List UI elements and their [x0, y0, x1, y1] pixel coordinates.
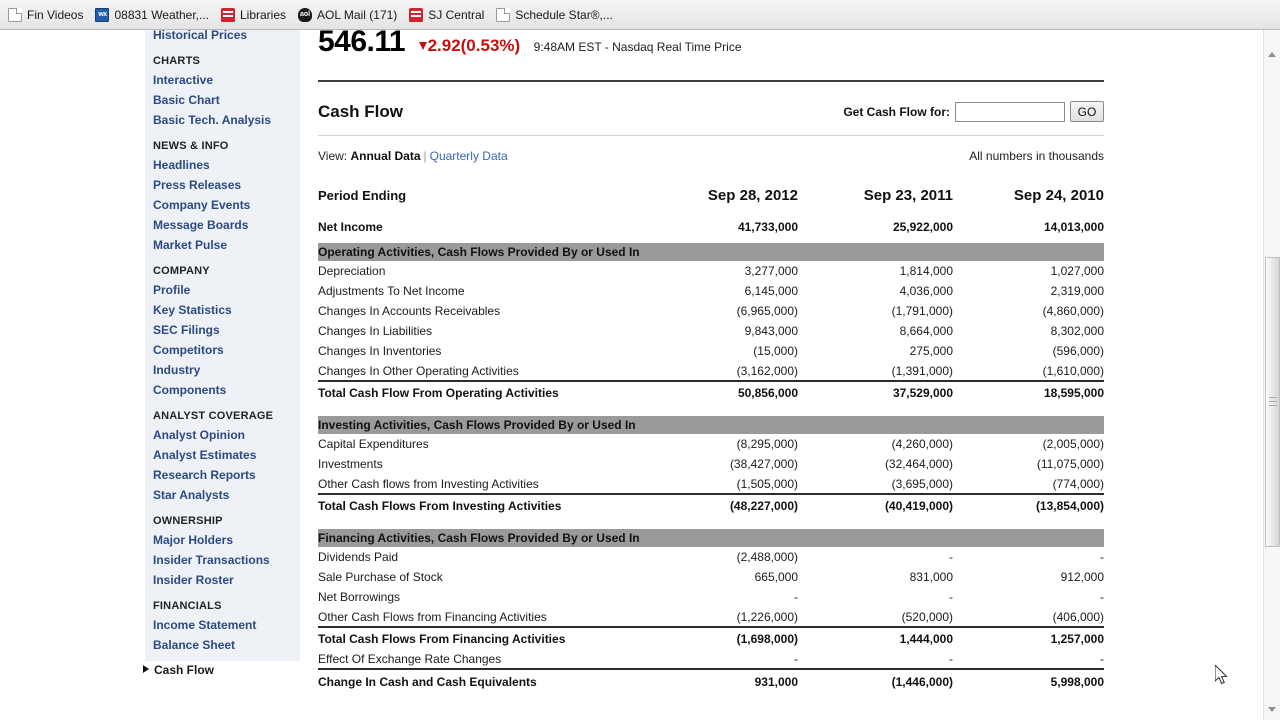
row-value: Sep 24, 2010: [1013, 187, 1104, 204]
section-total-row: [318, 627, 1104, 649]
sidebar-groups: [153, 45, 300, 655]
row-value: (1,446,000): [798, 669, 953, 693]
arrow-down-icon: [419, 42, 427, 50]
sidebar-item-major-holders[interactable]: Major Holders: [153, 533, 234, 547]
sidebar-item-components[interactable]: Components: [153, 383, 227, 397]
row-label: Changes In Accounts Receivables: [318, 304, 501, 318]
page-scrollbar[interactable]: [1263, 30, 1280, 720]
row-label: Total Cash Flows From Investing Activities: [318, 494, 638, 516]
row-value: (48,227,000): [638, 494, 798, 516]
row-value: 8,664,000: [899, 324, 953, 338]
view-separator: |: [423, 149, 427, 163]
row-label: Period Ending: [318, 188, 407, 203]
row-value: 275,000: [909, 344, 953, 358]
row-value: (1,391,000): [891, 363, 953, 378]
bookmark-label: Schedule Star®,...: [515, 7, 613, 22]
sidebar-item-message-boards[interactable]: Message Boards: [153, 218, 249, 232]
table-row: [318, 587, 1104, 607]
bookmark-item[interactable]: [4, 6, 91, 24]
row-value: (3,162,000): [736, 363, 798, 378]
row-value: 41,733,000: [737, 220, 798, 234]
bookmark-item[interactable]: [217, 6, 294, 24]
row-value: 5,998,000: [953, 669, 1104, 693]
sidebar-item-sec-filings[interactable]: SEC Filings: [153, 323, 220, 337]
section-heading: Investing Activities, Cash Flows Provided By or Used In: [318, 416, 1104, 434]
sidebar-current-label: Cash Flow: [154, 663, 215, 677]
section-total-row: [318, 494, 1104, 516]
sidebar-item-analyst-estimates[interactable]: Analyst Estimates: [153, 448, 257, 462]
bookmark-label: Fin Videos: [27, 7, 84, 22]
get-cash-flow-label: Get Cash Flow for:: [843, 104, 950, 119]
row-value: 2,319,000: [1050, 284, 1104, 298]
page-viewport: [0, 30, 1280, 720]
scrollbar-grip-icon: [1269, 397, 1277, 407]
sidebar-item-press-releases[interactable]: Press Releases: [153, 178, 242, 192]
aol-icon: [298, 8, 312, 22]
bookmark-item[interactable]: [91, 6, 217, 24]
left-navigation-sidebar: [145, 30, 300, 661]
scrollbar-thumb[interactable]: [1265, 257, 1280, 547]
row-value: (520,000): [901, 609, 953, 624]
row-value: -: [949, 651, 953, 666]
view-label: View:: [318, 149, 348, 163]
row-label: Change In Cash and Cash Equivalents: [318, 669, 638, 693]
table-row: [318, 361, 1104, 381]
sidebar-item-research-reports[interactable]: Research Reports: [153, 468, 256, 482]
page-title: Cash Flow: [318, 102, 404, 121]
quote-change-value: 2.92(0.53%): [427, 36, 521, 55]
row-value: -: [1100, 590, 1104, 604]
table-row: [318, 261, 1104, 281]
sidebar-item-key-statistics[interactable]: Key Statistics: [153, 303, 232, 317]
bookmark-label: 08831 Weather,...: [114, 7, 209, 22]
row-label: Net Borrowings: [318, 590, 401, 604]
sidebar-item-company-events[interactable]: Company Events: [153, 198, 251, 212]
row-value: -: [1100, 550, 1104, 564]
row-value: (4,860,000): [1042, 304, 1104, 318]
sidebar-item-analyst-opinion[interactable]: Analyst Opinion: [153, 428, 246, 442]
sidebar-item-industry[interactable]: Industry: [153, 363, 201, 377]
row-value: (2,005,000): [1042, 437, 1104, 451]
library-icon: [409, 8, 423, 22]
cash-flow-header: [318, 98, 1104, 138]
row-value: -: [949, 550, 953, 564]
row-value: (1,226,000): [736, 609, 798, 624]
row-label: Effect Of Exchange Rate Changes: [318, 651, 502, 666]
row-value: 831,000: [909, 570, 953, 584]
row-label: Investments: [318, 457, 383, 471]
row-value: (11,075,000): [1036, 457, 1104, 471]
sidebar-item-cash-flow-current[interactable]: [138, 663, 308, 677]
header-divider: [318, 135, 1104, 136]
spacer-row: [318, 516, 1104, 529]
row-value: 931,000: [638, 669, 798, 693]
row-value: (8,295,000): [736, 437, 798, 451]
row-label: Depreciation: [318, 264, 386, 278]
row-value: (1,505,000): [736, 476, 798, 491]
sidebar-heading: COMPANY: [153, 265, 210, 277]
row-label: Other Cash flows from Investing Activities: [318, 476, 539, 491]
row-value: 18,595,000: [953, 381, 1104, 403]
triangle-right-icon: [143, 665, 149, 673]
ticker-search-input[interactable]: [955, 102, 1065, 122]
section-heading-row: [318, 416, 1104, 434]
library-icon: [221, 8, 235, 22]
row-value: 912,000: [1060, 570, 1104, 584]
row-label: Changes In Other Operating Activities: [318, 363, 519, 378]
row-value: 3,277,000: [744, 264, 798, 278]
sidebar-item-basic-tech-analysis[interactable]: Basic Tech. Analysis: [153, 113, 272, 127]
row-value: 1,027,000: [1050, 264, 1104, 278]
effect-of-exchange-rate-row: [318, 649, 1104, 669]
row-value: (1,698,000): [638, 627, 798, 649]
row-value: (3,695,000): [891, 476, 953, 491]
row-label: Net Income: [318, 220, 383, 234]
row-value: 25,922,000: [892, 220, 953, 234]
row-label: Changes In Inventories: [318, 344, 442, 358]
sidebar-item-insider-roster[interactable]: Insider Roster: [153, 573, 234, 587]
sidebar-item-historical-prices[interactable]: Historical Prices: [153, 30, 248, 42]
sidebar-heading: CHARTS: [153, 55, 201, 67]
row-label: Total Cash Flows From Financing Activities: [318, 627, 638, 649]
sidebar-item-income-statement[interactable]: Income Statement: [153, 618, 257, 632]
row-value: 14,013,000: [1043, 220, 1104, 234]
row-value: Sep 28, 2012: [707, 187, 798, 204]
sidebar-item-headlines[interactable]: Headlines: [153, 158, 210, 172]
sidebar-item-interactive[interactable]: Interactive: [153, 73, 214, 87]
table-row: [318, 547, 1104, 567]
document-icon: [496, 8, 510, 22]
sidebar-item-market-pulse[interactable]: Market Pulse: [153, 238, 228, 252]
quote-change: [419, 36, 521, 56]
row-label: Adjustments To Net Income: [318, 284, 465, 298]
row-value: (2,488,000): [736, 550, 798, 564]
stock-quote: [318, 30, 1104, 59]
weather-icon: wx: [95, 8, 109, 22]
row-label: Dividends Paid: [318, 550, 399, 564]
row-label: Sale Purchase of Stock: [318, 570, 443, 584]
bookmark-label: Libraries: [240, 7, 287, 22]
table-row: [318, 607, 1104, 627]
section-heading-row: [318, 529, 1104, 547]
bookmark-item[interactable]: [492, 6, 621, 24]
row-label: Other Cash Flows from Financing Activities: [318, 609, 547, 624]
sidebar-heading: NEWS & INFO: [153, 140, 229, 152]
row-value: (1,791,000): [891, 304, 953, 318]
view-toggle-row: [318, 149, 1104, 163]
row-value: 1,814,000: [899, 264, 953, 278]
row-value: (13,854,000): [953, 494, 1104, 516]
bookmark-item[interactable]: [294, 6, 405, 24]
row-value: (1,610,000): [1042, 363, 1104, 378]
sidebar-item-balance-sheet[interactable]: Balance Sheet: [153, 638, 236, 652]
cash-flow-table-body: [318, 180, 1104, 693]
table-header-row: [318, 180, 1104, 211]
row-value: (6,965,000): [736, 304, 798, 318]
sidebar-item-competitors[interactable]: Competitors: [153, 343, 224, 357]
section-heading-row: [318, 243, 1104, 261]
change-in-cash-row: [318, 669, 1104, 693]
table-row: [318, 567, 1104, 587]
row-value: 9,843,000: [744, 324, 798, 338]
row-value: (40,419,000): [798, 494, 953, 516]
sidebar-heading: ANALYST COVERAGE: [153, 410, 274, 422]
row-value: (38,427,000): [729, 457, 798, 471]
section-total-row: [318, 381, 1104, 403]
browser-bookmarks-bar: [0, 0, 1280, 30]
quote-divider: [318, 80, 1104, 82]
spacer-row: [318, 403, 1104, 416]
quote-price: 546.11: [318, 30, 406, 58]
row-value: 8,302,000: [1050, 324, 1104, 338]
row-value: -: [794, 590, 798, 604]
row-value: (596,000): [1052, 344, 1104, 358]
row-value: 37,529,000: [798, 381, 953, 403]
get-cash-flow-form: [843, 101, 1104, 122]
bookmark-item[interactable]: [405, 6, 492, 24]
bookmark-label: SJ Central: [428, 7, 485, 22]
view-quarterly-data[interactable]: Quarterly Data: [429, 149, 508, 163]
table-row: [318, 341, 1104, 361]
sidebar-item-profile[interactable]: Profile: [153, 283, 191, 297]
row-value: 50,856,000: [638, 381, 798, 403]
cash-flow-table: [318, 180, 1104, 693]
row-value: -: [949, 590, 953, 604]
row-value: 1,444,000: [798, 627, 953, 649]
row-label: Total Cash Flow From Operating Activities: [318, 381, 638, 403]
table-row: [318, 281, 1104, 301]
go-button[interactable]: GO: [1070, 101, 1104, 122]
row-value: 1,257,000: [953, 627, 1104, 649]
row-value: -: [794, 651, 798, 666]
scroll-up-arrow-icon[interactable]: [1264, 46, 1280, 63]
section-heading: Financing Activities, Cash Flows Provided By or Used In: [318, 529, 1104, 547]
view-annual-data[interactable]: Annual Data: [350, 149, 421, 163]
row-value: (774,000): [1052, 476, 1104, 491]
bookmark-label: AOL Mail (171): [317, 7, 398, 22]
sidebar-item-insider-transactions[interactable]: Insider Transactions: [153, 553, 270, 567]
table-row: [318, 434, 1104, 454]
table-row: [318, 301, 1104, 321]
row-value: (406,000): [1052, 609, 1104, 624]
row-value: 665,000: [754, 570, 798, 584]
quote-timestamp: 9:48AM EST - Nasdaq Real Time Price: [533, 40, 742, 54]
scroll-down-arrow-icon[interactable]: [1264, 701, 1280, 718]
row-value: (4,260,000): [891, 437, 953, 451]
row-value: -: [1100, 651, 1104, 666]
table-row: [318, 321, 1104, 341]
sidebar-item-basic-chart[interactable]: Basic Chart: [153, 93, 220, 107]
row-value: (15,000): [753, 344, 798, 358]
row-value: Sep 23, 2011: [863, 187, 953, 204]
table-row: [318, 474, 1104, 494]
row-label: Capital Expenditures: [318, 437, 429, 451]
table-row: [318, 454, 1104, 474]
sidebar-heading: FINANCIALS: [153, 600, 222, 612]
units-note: All numbers in thousands: [969, 149, 1104, 163]
sidebar-item-star-analysts[interactable]: Star Analysts: [153, 488, 230, 502]
document-icon: [8, 8, 22, 22]
sidebar-heading: OWNERSHIP: [153, 515, 223, 527]
row-value: (32,464,000): [884, 457, 953, 471]
net-income-row: [318, 211, 1104, 243]
row-value: 6,145,000: [744, 284, 798, 298]
row-value: 4,036,000: [899, 284, 953, 298]
section-heading: Operating Activities, Cash Flows Provided By or Used In: [318, 243, 1104, 261]
row-label: Changes In Liabilities: [318, 324, 433, 338]
